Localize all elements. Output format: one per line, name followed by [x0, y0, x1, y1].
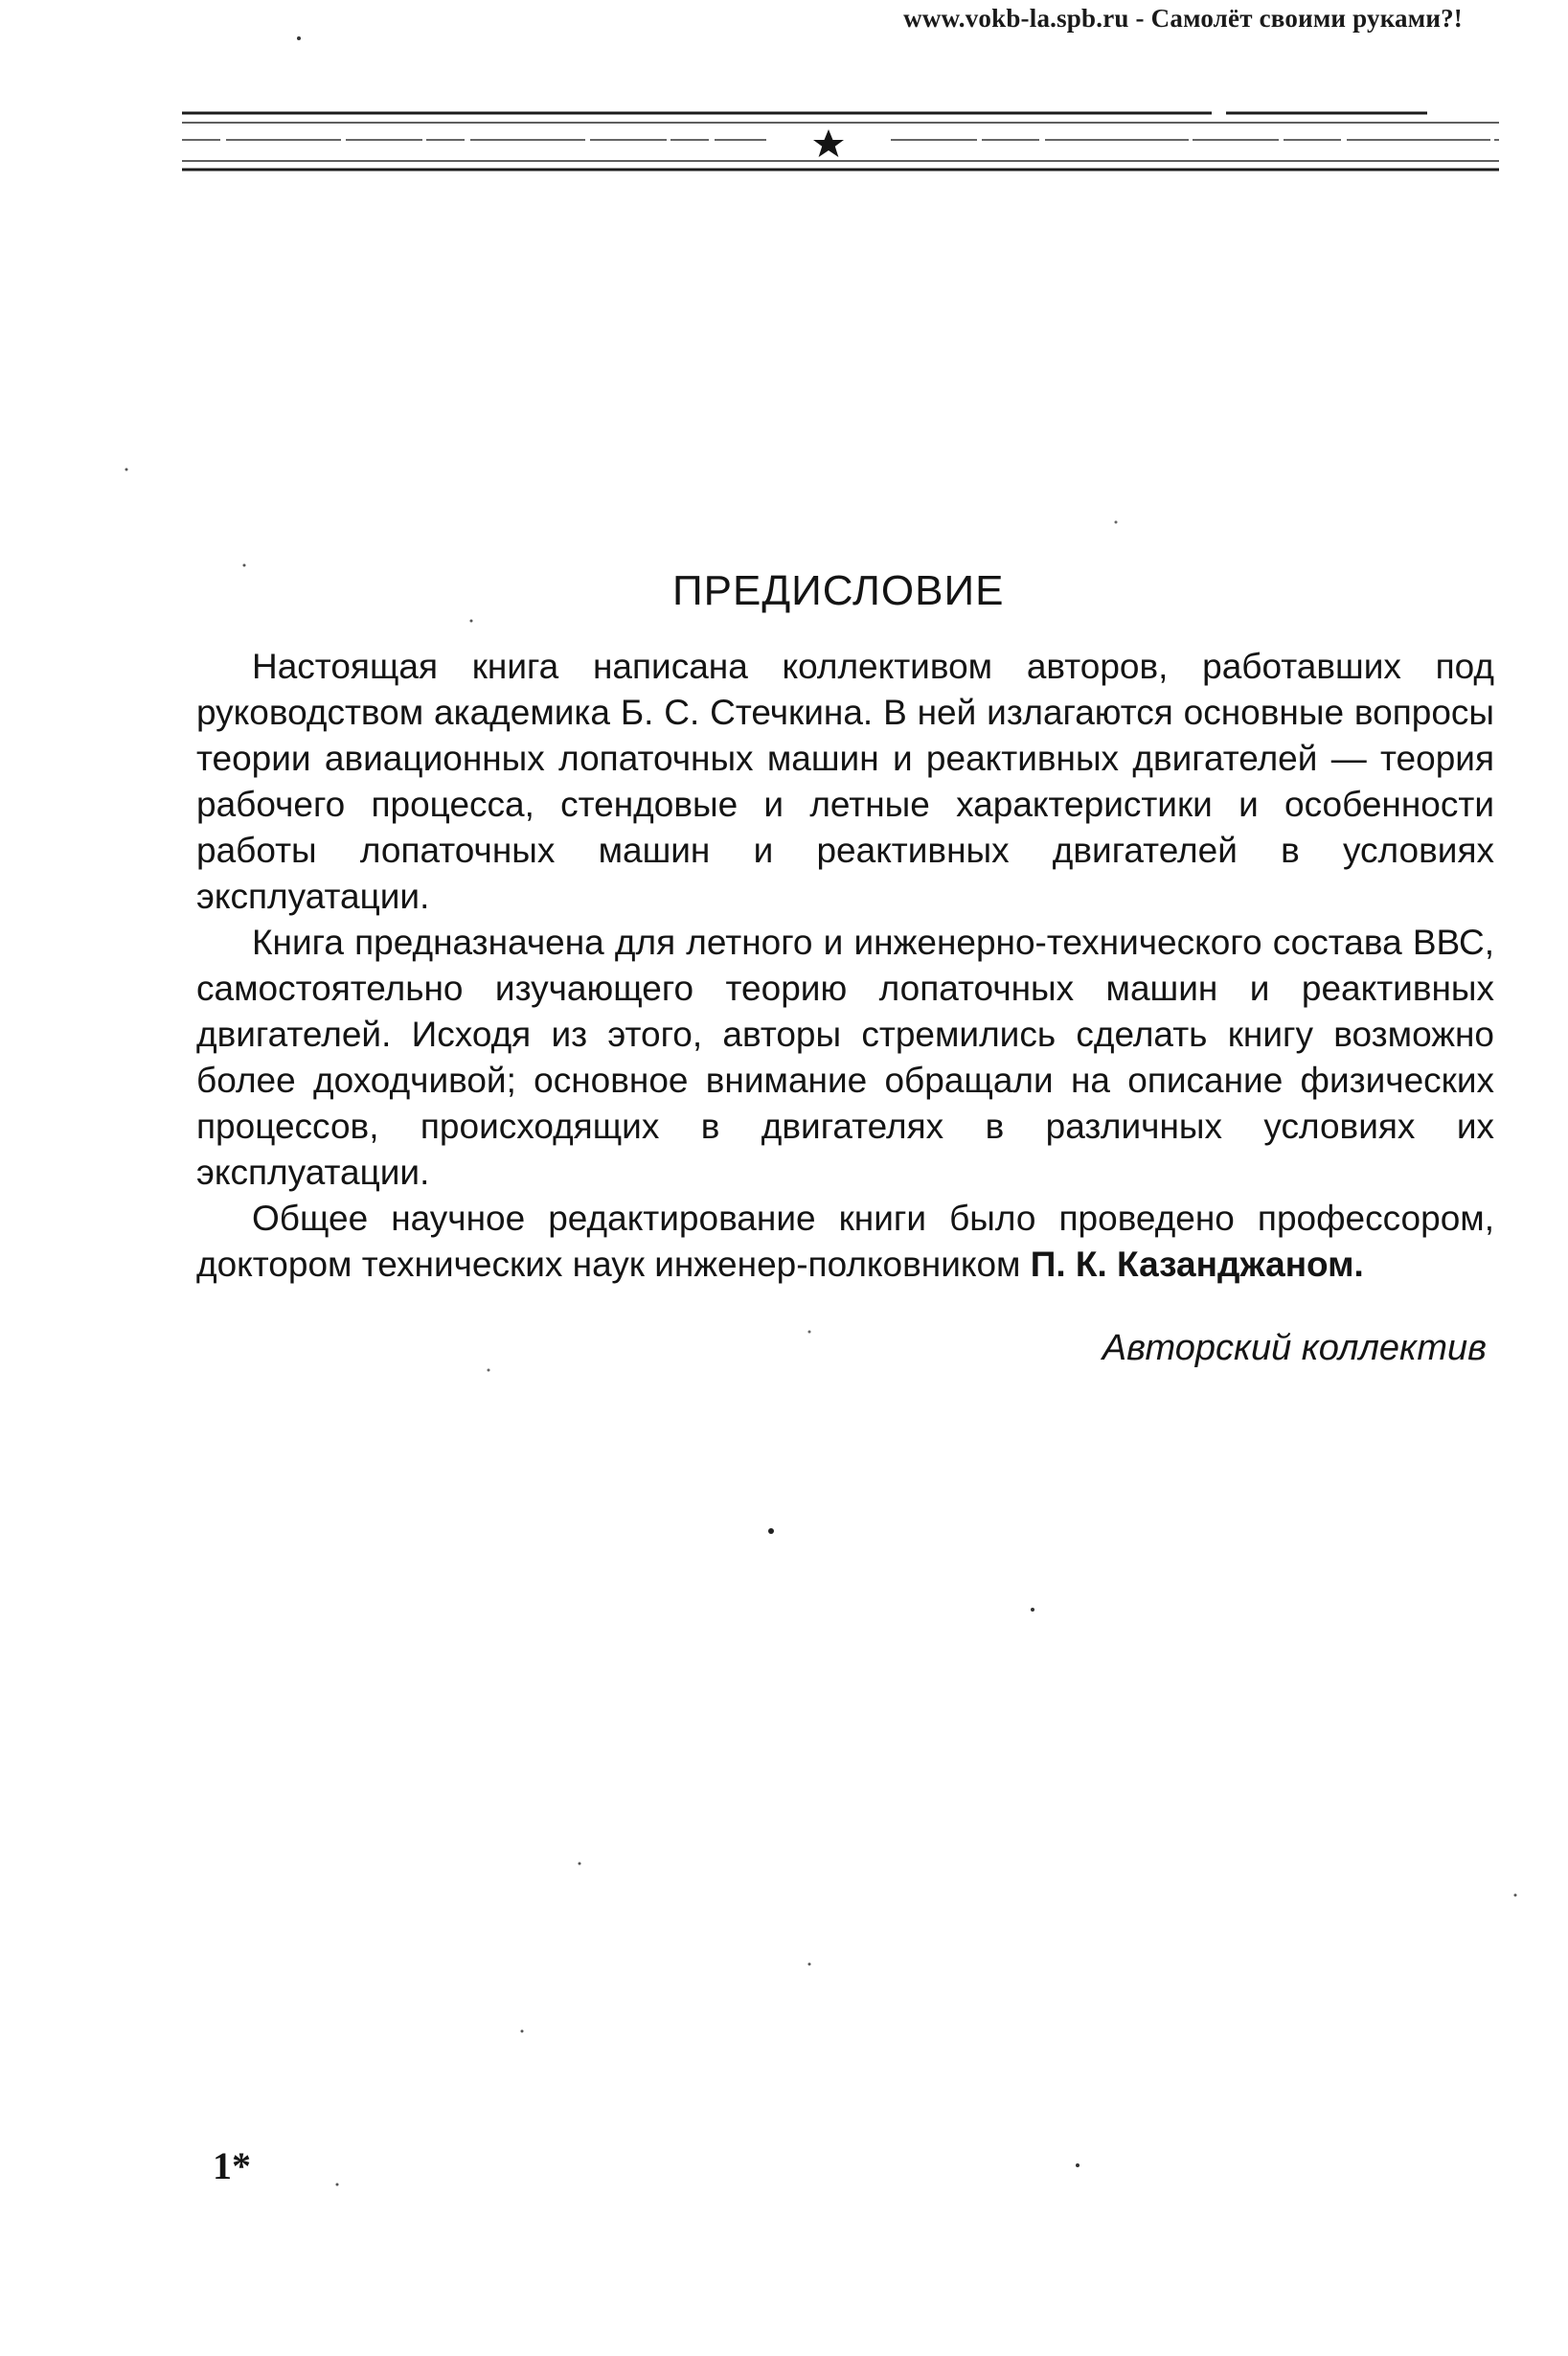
site-watermark: www.vokb-la.spb.ru - Самолёт своими руками?! [903, 4, 1463, 33]
paragraph-3 [196, 1196, 1494, 1288]
author-signature: Авторский коллектив [1102, 1328, 1487, 1368]
paragraph-3-text: Общее научное редактирование книги было проведено профессором, доктором технических наук инженер-полковником [196, 1199, 1494, 1284]
ornament-star-rule [182, 103, 1499, 175]
page-title: ПРЕДИСЛОВИЕ [672, 567, 1005, 614]
signature-mark: 1* [213, 2144, 251, 2187]
preface-body [196, 644, 1494, 1288]
paragraph-1: Настоящая книга написана коллективом авторов, работавших под руководством академика Б. С. Стечкина. В ней излагаются основные вопросы теории авиационных лопаточных машин и реактивных двигателей — теория рабочего процесса, стендовые и летные характеристики и особенности работы лопаточных машин и реактивных двигателей в условиях эксплуатации. [196, 647, 1494, 916]
editor-name: П. К. Казанджаном. [1030, 1245, 1364, 1284]
paragraph-2: Книга предназначена для летного и инженерно-технического состава ВВС, самостоятельно изучающего теорию лопаточных машин и реактивных двигателей. Исходя из этого, авторы стремились сделать книгу возможно более доходчивой; основное внимание обращали на описание физических процессов, происходящих в двигателях в различных условиях их эксплуатации. [196, 923, 1494, 1192]
